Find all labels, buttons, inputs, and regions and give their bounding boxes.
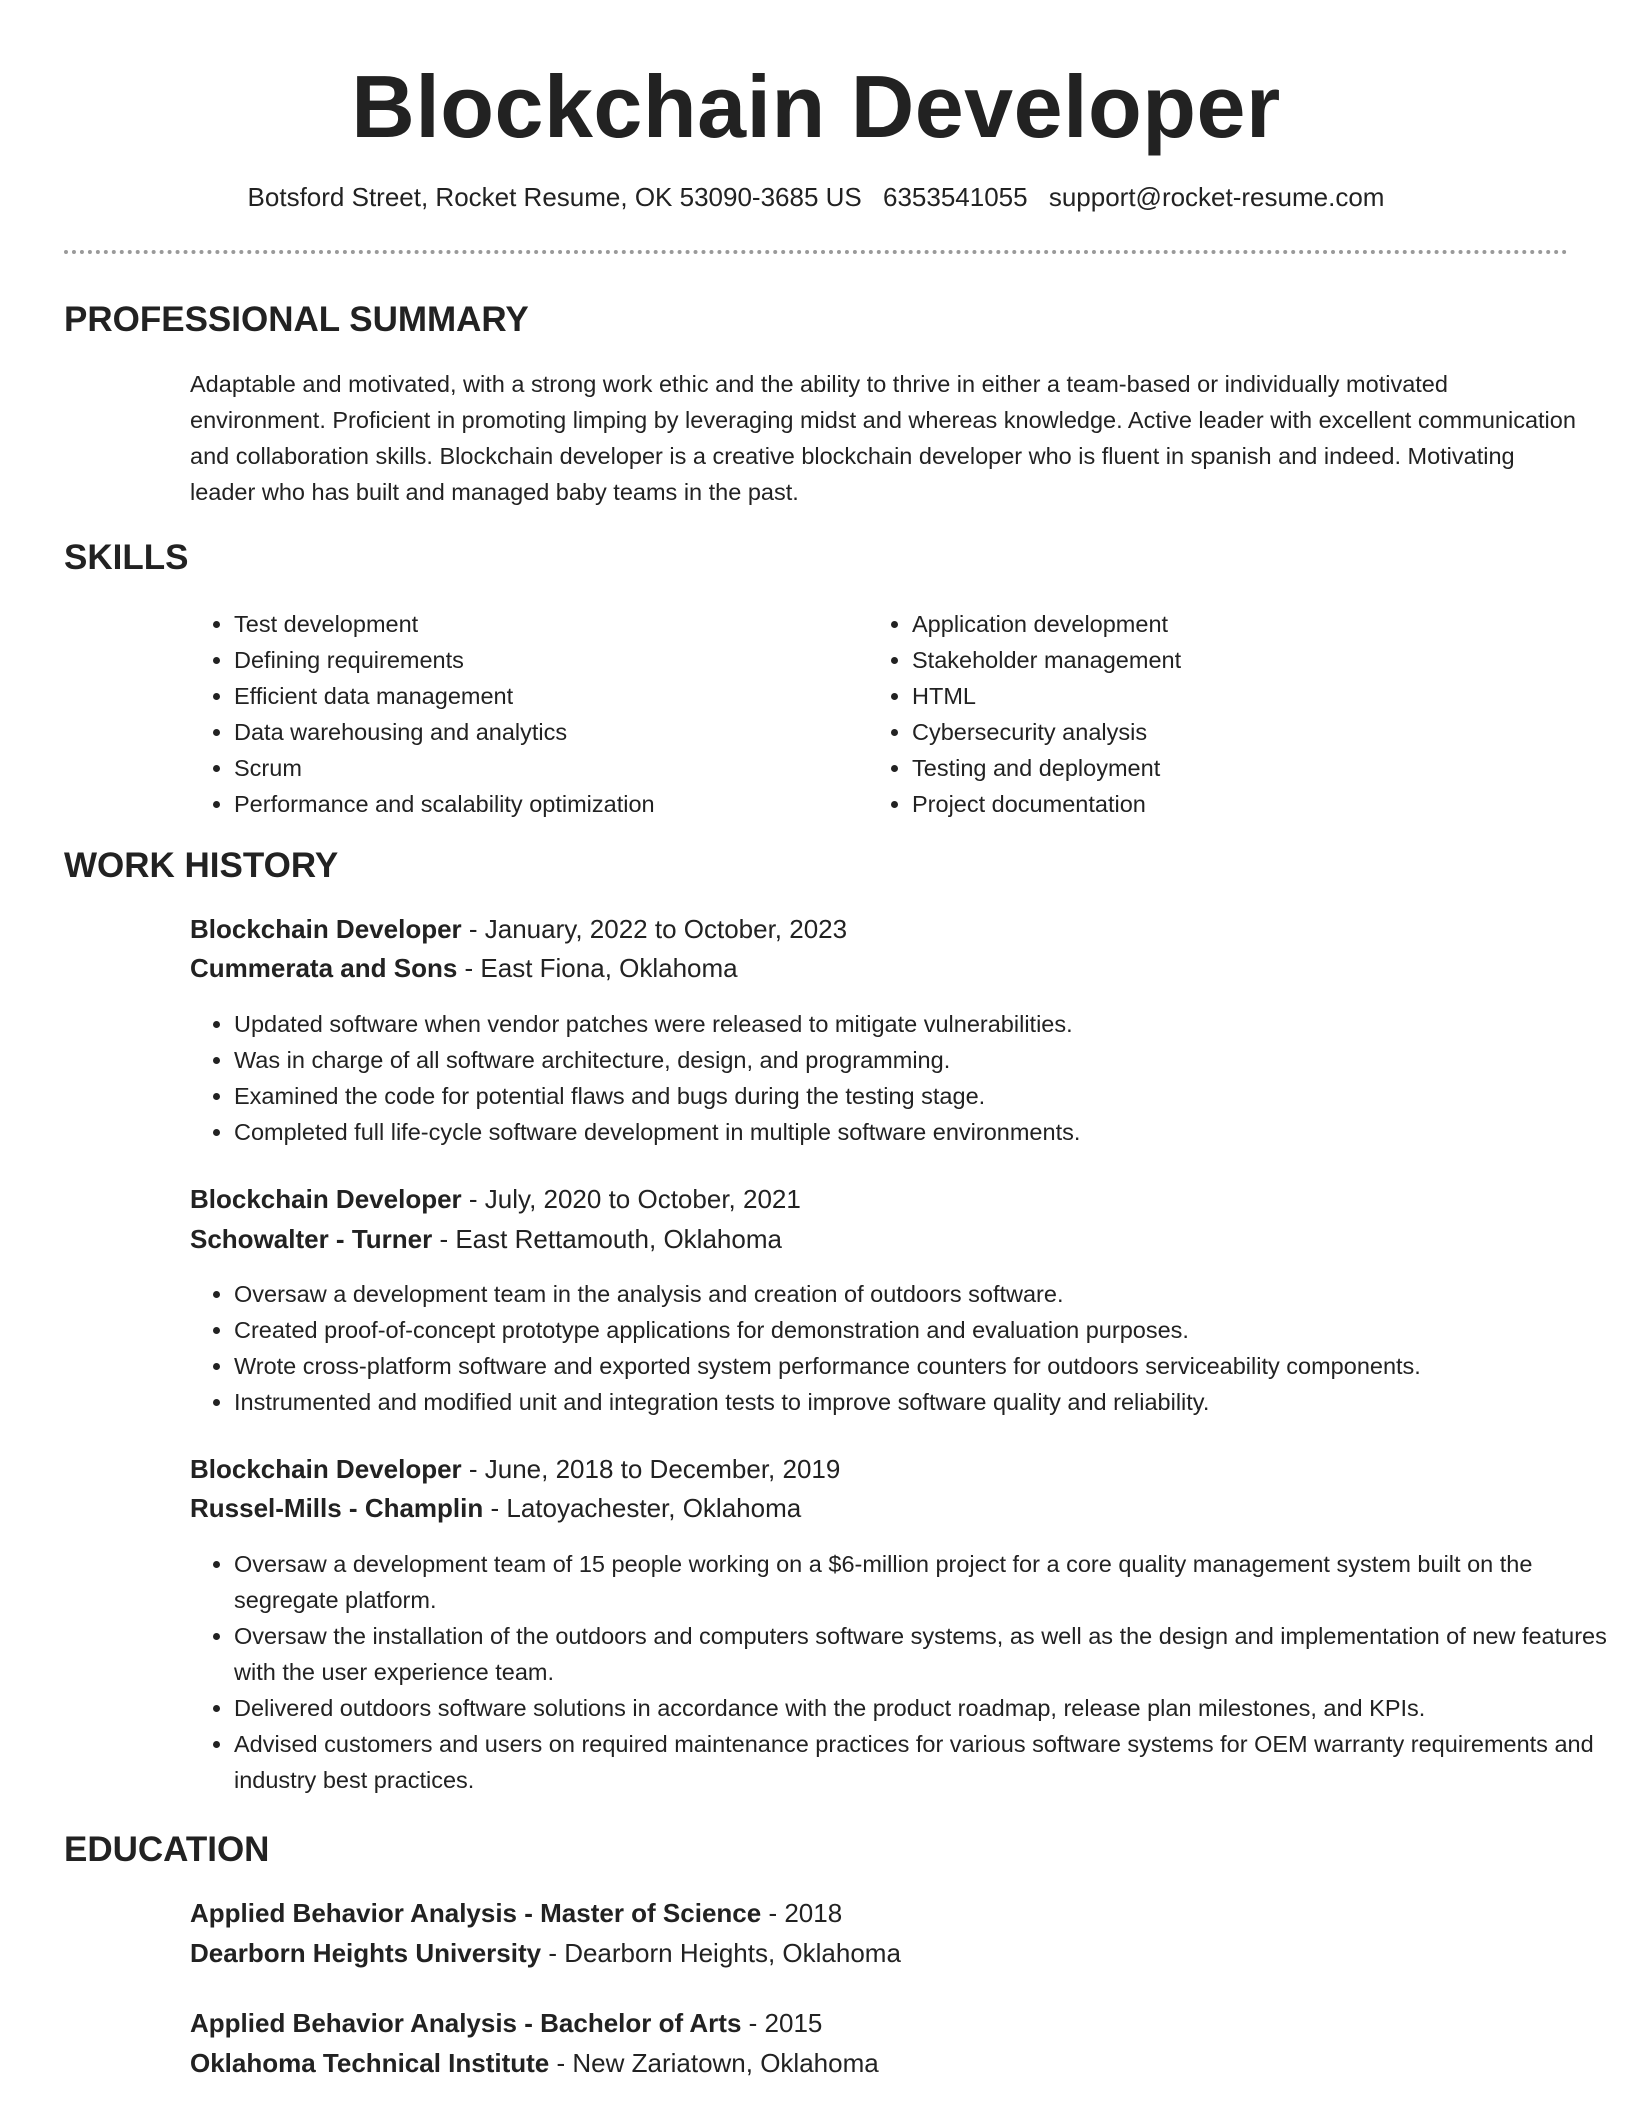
contact-phone: 6353541055 [882, 182, 1028, 212]
job-bullet: • Oversaw a development team of 15 people working on a $6-million project for a core quality management system built on the segregate platform. [234, 1546, 1624, 1618]
job-bullet: • Instrumented and modified unit and integration tests to improve software quality and reliability. [234, 1384, 1624, 1420]
job-dates: - January, 2022 to October, 2023 [461, 914, 848, 944]
job-bullet: • Oversaw the installation of the outdoors and computers software systems, as well as the design and implementation of new features with the user experience team. [234, 1618, 1624, 1690]
job-role: Blockchain Developer [190, 914, 462, 944]
skill-item: • Cybersecurity analysis [912, 714, 1181, 750]
education-degree: Applied Behavior Analysis - Bachelor of Arts [190, 2008, 742, 2038]
skills-list-right [868, 606, 1181, 822]
education-degree-line [190, 1894, 842, 1932]
job-dates: - June, 2018 to December, 2019 [461, 1454, 841, 1484]
job-company: Cummerata and Sons [190, 953, 458, 983]
job-bullet: • Delivered outdoors software solutions in accordance with the product roadmap, release plan milestones, and KPIs. [234, 1690, 1624, 1726]
job-company-line [190, 949, 738, 987]
job-title-line [190, 1450, 840, 1488]
job-company: Schowalter - Turner [190, 1224, 433, 1254]
job-location: - East Rettamouth, Oklahoma [432, 1224, 782, 1254]
job-role: Blockchain Developer [190, 1184, 462, 1214]
skill-item: • Test development [234, 606, 655, 642]
education-school: Oklahoma Technical Institute [190, 2048, 550, 2078]
skill-item: • Performance and scalability optimization [234, 786, 655, 822]
education-school: Dearborn Heights University [190, 1938, 542, 1968]
section-title-education: EDUCATION [64, 1830, 270, 1869]
contact-email: support@rocket-resume.com [1048, 182, 1385, 212]
job-title-line [190, 910, 847, 948]
job-bullet: • Wrote cross-platform software and exported system performance counters for outdoors serviceability components. [234, 1348, 1624, 1384]
contact-line [0, 182, 1632, 213]
skill-item: • Scrum [234, 750, 655, 786]
skill-item: • Application development [912, 606, 1181, 642]
job-bullet: • Completed full life-cycle software development in multiple software environments. [234, 1114, 1624, 1150]
skill-item: • Defining requirements [234, 642, 655, 678]
skill-item: • Stakeholder management [912, 642, 1181, 678]
job-bullet: • Created proof-of-concept prototype applications for demonstration and evaluation purposes. [234, 1312, 1624, 1348]
skill-item: • HTML [912, 678, 1181, 714]
education-school-line [190, 2044, 879, 2082]
education-year: - 2015 [741, 2008, 823, 2038]
job-company-line [190, 1489, 801, 1527]
job-bullet: • Oversaw a development team in the analysis and creation of outdoors software. [234, 1276, 1624, 1312]
section-title-skills: SKILLS [64, 538, 189, 577]
section-title-summary: PROFESSIONAL SUMMARY [64, 300, 529, 339]
education-year: - 2018 [761, 1898, 843, 1928]
job-bullet: • Was in charge of all software architecture, design, and programming. [234, 1042, 1624, 1078]
job-bullets [190, 1006, 1624, 1150]
job-bullet: • Updated software when vendor patches were released to mitigate vulnerabilities. [234, 1006, 1624, 1042]
skills-list-left [190, 606, 655, 822]
job-dates: - July, 2020 to October, 2021 [461, 1184, 801, 1214]
candidate-name: Blockchain Developer [351, 57, 1281, 156]
job-company: Russel-Mills - Champlin [190, 1493, 484, 1523]
section-title-work: WORK HISTORY [64, 846, 339, 885]
job-title-line [190, 1180, 801, 1218]
education-degree-line [190, 2004, 822, 2042]
job-bullets [190, 1276, 1624, 1420]
job-role: Blockchain Developer [190, 1454, 462, 1484]
education-school-line [190, 1934, 901, 1972]
skill-item: • Data warehousing and analytics [234, 714, 655, 750]
education-degree: Applied Behavior Analysis - Master of Science [190, 1898, 762, 1928]
job-location: - Latoyachester, Oklahoma [483, 1493, 802, 1523]
job-bullet: • Examined the code for potential flaws and bugs during the testing stage. [234, 1078, 1624, 1114]
job-bullets [190, 1546, 1624, 1798]
contact-address: Botsford Street, Rocket Resume, OK 53090-3685 US [247, 182, 862, 212]
education-location: - New Zariatown, Oklahoma [549, 2048, 879, 2078]
skill-item: • Testing and deployment [912, 750, 1181, 786]
job-company-line [190, 1220, 782, 1258]
header-divider [64, 250, 1568, 254]
education-location: - Dearborn Heights, Oklahoma [541, 1938, 901, 1968]
job-location: - East Fiona, Oklahoma [457, 953, 738, 983]
skill-item: • Efficient data management [234, 678, 655, 714]
skill-item: • Project documentation [912, 786, 1181, 822]
summary-text: Adaptable and motivated, with a strong work ethic and the ability to thrive in either a team-based or individually motivated environment. Proficient in promoting limping by leveraging midst and whereas knowledge. Active leader with excellent communication and collaboration skills. Blockchain developer is a creative blockchain developer who is fluent in spanish and indeed. Motivating leader who has built and managed baby teams in the past. [190, 371, 1576, 505]
job-bullet: • Advised customers and users on required maintenance practices for various software systems for OEM warranty requirements and industry best practices. [234, 1726, 1624, 1798]
